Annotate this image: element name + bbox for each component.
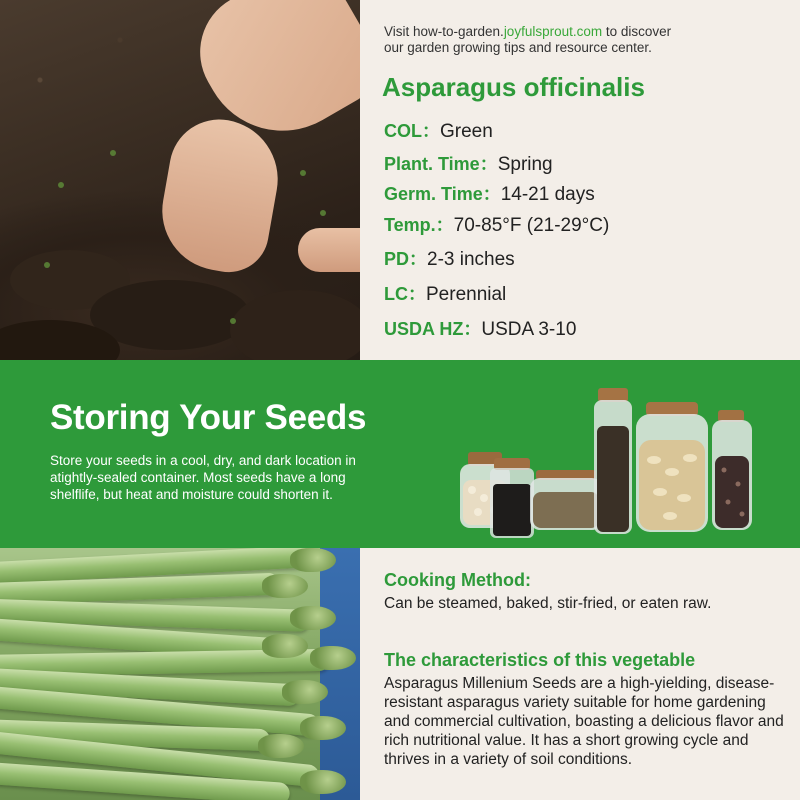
cooking-title: Cooking Method: xyxy=(384,570,531,590)
spec-plant-time xyxy=(384,150,553,176)
details-panel xyxy=(360,548,800,800)
storing-band xyxy=(0,360,800,548)
visit-line2: our garden growing tips and resource center. xyxy=(384,40,652,55)
visit-prefix: Visit how-to-garden. xyxy=(384,24,504,39)
spec-key: Plant. Time： xyxy=(384,154,498,174)
spec-key: USDA HZ： xyxy=(384,319,482,339)
spec-temperature xyxy=(384,211,609,237)
characteristics-text: Asparagus Millenium Seeds are a high-yielding, disease-resistant asparagus variety suitable for home gardening and commercial cultivation, boasting a delicious flavor and rich nutritional value. It has a short growing cycle and thrives in a variety of soil conditions. xyxy=(384,675,784,768)
spec-key: COL： xyxy=(384,121,440,141)
spec-key: Temp.： xyxy=(384,215,454,235)
storing-title: Storing Your Seeds xyxy=(50,398,367,437)
spec-germ-time xyxy=(384,180,595,206)
characteristics-title: The characteristics of this vegetable xyxy=(384,650,696,670)
plant-info-panel xyxy=(360,0,800,360)
spec-color xyxy=(384,117,493,143)
jar-icon xyxy=(490,458,534,538)
visit-text xyxy=(384,24,784,56)
spec-usda-zone xyxy=(384,315,576,341)
site-link[interactable]: joyfulsprout.com xyxy=(503,24,603,39)
spec-value: Perennial xyxy=(426,284,507,305)
hand-shape xyxy=(298,228,360,272)
species-name: Asparagus officinalis xyxy=(382,72,645,102)
spec-value: USDA 3-10 xyxy=(481,319,577,340)
jar-icon xyxy=(712,410,752,530)
spec-value: 70-85°F (21-29°C) xyxy=(453,215,610,236)
spec-life-cycle xyxy=(384,280,506,306)
jar-icon xyxy=(594,388,632,534)
spec-value: Green xyxy=(440,121,493,142)
visit-suffix: to discover xyxy=(602,24,672,39)
storing-text: Store your seeds in a cool, dry, and dark location in atightly-sealed container. Most seeds have a long shelflife, but heat and moisture could shorten it. xyxy=(50,453,356,502)
spec-value: 2-3 inches xyxy=(427,249,515,270)
jar-icon xyxy=(530,470,602,530)
seed-jars-illustration xyxy=(450,380,770,540)
cooking-text: Can be steamed, baked, stir-fried, or eaten raw. xyxy=(384,595,712,612)
spec-value: Spring xyxy=(497,154,553,175)
spec-key: PD： xyxy=(384,249,428,269)
spec-key: LC： xyxy=(384,284,426,304)
spec-value: 14-21 days xyxy=(500,184,595,205)
blue-cloth xyxy=(320,548,360,800)
hand-shape xyxy=(153,112,287,279)
jar-icon xyxy=(636,402,708,532)
soil-hands-photo xyxy=(0,0,360,360)
spec-key: Germ. Time： xyxy=(384,184,501,204)
spec-planting-depth xyxy=(384,245,515,271)
asparagus-photo xyxy=(0,548,360,800)
